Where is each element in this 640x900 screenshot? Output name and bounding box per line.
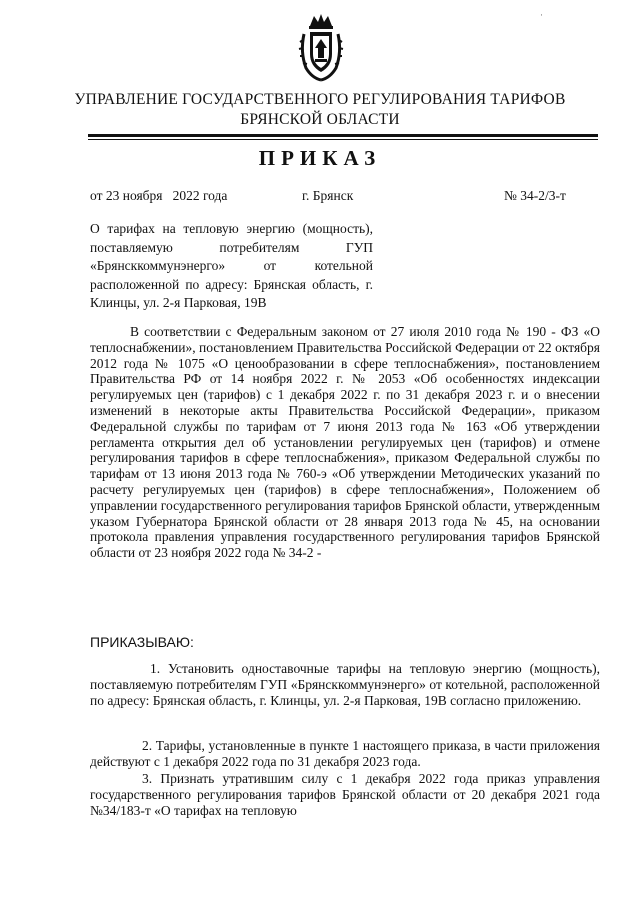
agency-name-line2: БРЯНСКОЙ ОБЛАСТИ <box>240 111 400 128</box>
order-item-2: 2. Тарифы, установленные в пункте 1 настоящего приказа, в части приложения действуют с 1 декабря 2022 года по 31 декабря 2023 года. <box>90 738 600 769</box>
order-date: от 23 ноября 2022 года <box>90 188 228 203</box>
order-number: № 34-2/3-т <box>504 188 566 203</box>
decree-word: ПРИКАЗЫВАЮ: <box>90 634 194 650</box>
agency-name <box>60 90 580 130</box>
preamble-paragraph: В соответствии с Федеральным законом от 27 июля 2010 года № 190 - ФЗ «О теплоснабжении», постановлением Правительства Российской Федерации от 22 октября 2012 года № 1075 «О ценообразовании в сфере теплоснабжения», постановлением Правительства РФ от 14 ноября 2022 г. № 2053 «Об особенностях индексации регулируемых цен (тарифов) с 1 декабря 2022 г. по 31 декабря 2023 г. и о внесении изменений в некоторые акты Правительства Российской Федерации», приказом Федеральной службы по тарифам от 7 июня 2013 года № 163 «Об утверждении регламента открытия дел об установлении регулируемых цен (тарифов) и отмене регулирования тарифов в сфере теплоснабжения», приказом Федеральной службы по тарифам от 13 июня 2013 года № 760-э «Об утверждении Методических указаний по расчету регулируемых цен (тарифов) в сфере теплоснабжения», Положением об управлении государственного регулирования тарифов Брянской области, утвержденным указом Губернатора Брянской области от 28 января 2013 года № 45, на основании протокола правления управления государственного регулирования тарифов Брянской области от 23 ноября 2022 года № 34-2 - <box>90 324 600 561</box>
order-item-3: 3. Признать утратившим силу с 1 декабря 2022 года приказ управления государственного регулирования тарифов Брянской области от 20 декабря 2021 года №34/183-т «О тарифах на тепловую <box>90 771 600 818</box>
corner-mark: · <box>540 10 543 20</box>
order-subject: О тарифах на тепловую энергию (мощность), поставляемую потребителям ГУП «Брянсккоммунэнерго» от котельной расположенной по адресу: Брянская область, г. Клинцы, ул. 2-я Парковая, 19В <box>90 221 373 311</box>
coat-of-arms-icon <box>298 12 344 82</box>
agency-name-line1: УПРАВЛЕНИЕ ГОСУДАРСТВЕННОГО РЕГУЛИРОВАНИЯ ТАРИФОВ <box>74 91 566 108</box>
order-city: г. Брянск <box>302 188 354 203</box>
order-item-1: 1. Установить одноставочные тарифы на тепловую энергию (мощность), поставляемую потребителям ГУП «Брянсккоммунэнерго» от котельной, расположенной по адресу: Брянская область, г. Клинцы, ул. 2-я Парковая, 19В согласно приложению. <box>90 661 600 708</box>
header-rule-thin <box>88 139 598 140</box>
header-rule-thick <box>88 134 598 137</box>
order-title: ПРИКАЗ <box>258 146 382 170</box>
